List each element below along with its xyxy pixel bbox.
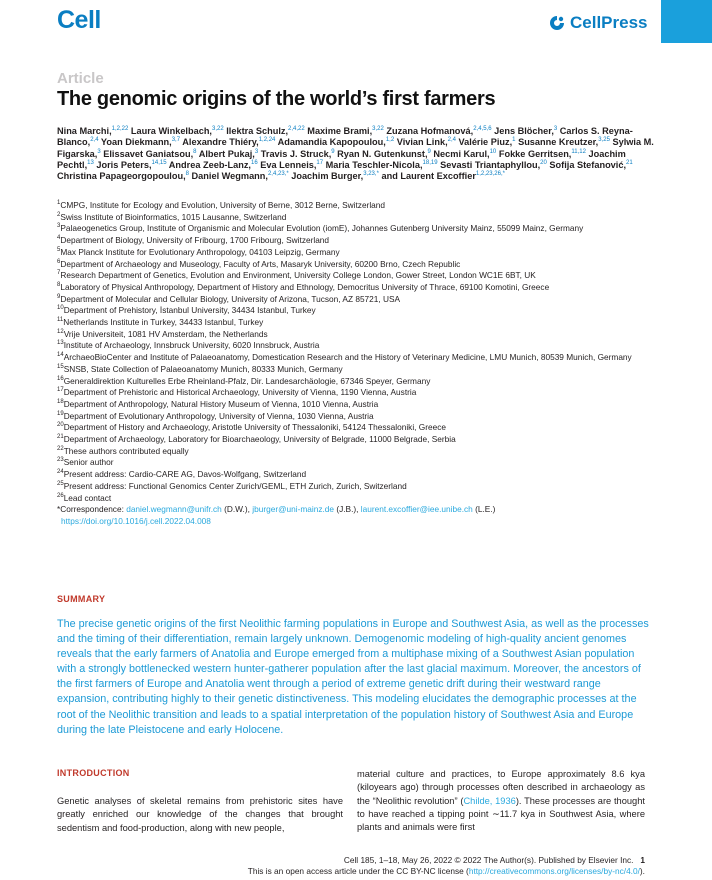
license-text: ).	[639, 866, 645, 876]
affiliation-number: 24	[57, 469, 64, 476]
affiliation-number: 10	[57, 305, 64, 312]
author-affiliation-marks: 10	[489, 148, 497, 155]
author: Vivian Link,	[396, 137, 448, 148]
author: Susanne Kreutzer,	[518, 137, 599, 148]
author-affiliation-marks: 11,12	[571, 148, 586, 155]
affiliation-text: Department of History and Archaeology, Aristotle University of Thessaloniki, 54124 Thessaloniki, Greece	[63, 422, 446, 433]
affiliation	[57, 493, 657, 505]
affiliation-text: Lead contact	[63, 492, 112, 503]
author: Laura Winkelbach,	[130, 126, 212, 136]
journal-logo: Cell	[57, 6, 101, 34]
author-affiliation-marks: 2,4,5,6	[473, 125, 492, 132]
introduction-right-column	[357, 768, 645, 834]
affiliation	[57, 317, 657, 329]
cellpress-logo-icon	[548, 14, 566, 32]
affiliation-text: Swiss Institute of Bioinformatics, 1015 Lausanne, Switzerland	[60, 211, 287, 222]
author: Eva Lenneis,	[260, 159, 317, 170]
affiliation	[57, 469, 657, 481]
citation-link[interactable]: Childe, 1936	[463, 795, 516, 806]
affiliation	[57, 422, 657, 434]
affiliation	[57, 376, 657, 388]
author-affiliation-marks: 8	[193, 148, 197, 155]
affiliation-number: 8	[57, 282, 61, 289]
author: Maria Teschler-Nicola,	[325, 159, 423, 170]
author-affiliation-marks: 2,4,23,*	[267, 171, 289, 178]
author: Alexandre Thiéry,	[182, 137, 259, 148]
affiliation-number: 9	[57, 293, 61, 300]
affiliation-number: 7	[57, 270, 61, 277]
affiliation	[57, 247, 657, 259]
affiliation-number: 2	[57, 211, 61, 218]
author: Ilektra Schulz,	[226, 126, 289, 136]
affiliation-number: 11	[57, 317, 64, 324]
summary-text: The precise genetic origins of the first Neolithic farming populations in Europe and Southwest Asia, as well as the processes and the timing of their differentiation, remain largely unknown. Demogenomic modeling of high-quality ancient genomes reveals that the early farmers of Anatolia and Europe emerged from a multiphase mixing of a Southwest Asian population with a strongly bottlenecked western hunter-gatherer population after the last glacial maximum. Moreover, the ancestors of the first farmers of Europe and Anatolia went through a period of extreme genetic drift during their westward range expansion, contributing highly to their genetic distinctiveness. This modeling elucidates the demographic processes at the root of the Neolithic transition and leads to a spatial interpretation of the population history of Southwest Asia and Europe during the late Pleistocene and early Holocene.	[57, 618, 649, 736]
author: Adamandia Kapopoulou,	[277, 137, 386, 148]
author: Travis J. Struck,	[260, 148, 332, 159]
email-tag: (J.B.),	[336, 504, 359, 515]
doi-link[interactable]: https://doi.org/10.1016/j.cell.2022.04.008	[61, 515, 211, 526]
affiliation-list	[57, 200, 657, 528]
footer-citation	[300, 855, 645, 865]
correspondence-label: *Correspondence:	[57, 504, 124, 515]
affiliation-number: 13	[57, 340, 64, 347]
author-affiliation-marks: 2,4	[90, 137, 99, 144]
affiliation-text: Department of Archaeology and Museology, Faculty of Arts, Masaryk University, 60200 Brno, Czech Republic	[60, 258, 461, 269]
affiliation	[57, 411, 657, 423]
footer-license	[200, 866, 645, 876]
author: Maxime Brami,	[307, 126, 373, 136]
author-affiliation-marks: 14,15	[151, 159, 167, 166]
affiliation-text: Department of Archaeology, Laboratory for Bioarchaeology, University of Belgrade, 11000 Belgrade, Serbia	[63, 434, 456, 445]
affiliation-number: 26	[57, 492, 64, 499]
article-title: The genomic origins of the world’s first farmers	[57, 88, 496, 110]
email-link[interactable]: daniel.wegmann@unifr.ch	[126, 504, 222, 515]
author-affiliation-marks: 16	[250, 159, 258, 166]
affiliation	[57, 212, 657, 224]
affiliation	[57, 200, 657, 212]
author-affiliation-marks: 1,2	[385, 137, 395, 144]
affiliation-number: 14	[57, 352, 64, 359]
affiliation-text: CMPG, Institute for Ecology and Evolution, University of Berne, 3012 Berne, Switzerland	[60, 200, 386, 210]
affiliation-number: 1	[57, 200, 61, 207]
correspondence	[57, 504, 657, 516]
affiliation-text: SNSB, State Collection of Palaeoanatomy Munich, 80333 Munich, Germany	[63, 363, 343, 374]
intro-text: ). These processes are thought to have reached a tipping point ∼11.7 kya in Southwest Asia, where plants and animals were first	[357, 795, 645, 833]
affiliation	[57, 259, 657, 271]
author-affiliation-marks: 9	[331, 148, 335, 155]
affiliation-text: Department of Molecular and Cellular Biology, University of Arizona, Tucson, AZ 85721, USA	[60, 293, 401, 304]
affiliation-number: 5	[57, 247, 61, 254]
affiliation-number: 18	[57, 399, 64, 406]
email-tag: (L.E.)	[475, 504, 496, 515]
citation-text: Cell 185, 1–18, May 26, 2022 © 2022 The Author(s). Published by Elsevier Inc.	[343, 855, 634, 865]
affiliation	[57, 434, 657, 446]
author-affiliation-marks: 17	[316, 159, 324, 166]
affiliation-text: Max Planck Institute for Evolutionary Anthropology, 04103 Leipzig, Germany	[60, 246, 340, 257]
affiliation-text: Laboratory of Physical Anthropology, Department of History and Ethnology, Democritus University of Thrace, 69100 Komotini, Greece	[60, 281, 550, 292]
author: Ryan N. Gutenkunst,	[337, 148, 428, 159]
summary-heading: SUMMARY	[57, 594, 106, 604]
affiliation-text: Vrije Universiteit, 1081 HV Amsterdam, the Netherlands	[63, 328, 268, 339]
author: Nina Marchi,	[57, 126, 112, 136]
affiliation	[57, 329, 657, 341]
author: Joachim Pechtl,	[57, 148, 626, 170]
affiliation	[57, 305, 657, 317]
affiliation	[57, 282, 657, 294]
affiliation	[57, 223, 657, 235]
affiliation	[57, 457, 657, 469]
affiliation	[57, 294, 657, 306]
affiliation	[57, 446, 657, 458]
affiliation	[57, 340, 657, 352]
author-affiliation-marks: 3,25	[598, 137, 610, 144]
affiliation-text: Department of Prehistoric and Historical Archaeology, University of Vienna, 1190 Vienna, Austria	[63, 387, 417, 398]
affiliation-number: 20	[57, 422, 64, 429]
affiliation	[57, 399, 657, 411]
affiliation-text: Generaldirektion Kulturelles Erbe Rheinland-Pfalz, Dir. Landesarchäologie, 67346 Speyer, Germany	[63, 375, 431, 386]
author: Sylwia M. Figarska,	[57, 137, 654, 159]
author: Carlos S. Reyna-Blanco,	[57, 126, 633, 148]
affiliation	[57, 364, 657, 376]
intro-text: material culture and practices, to Europe approximately 8.6 kya (kiloyears ago) through processes often described in archaeology as the “Neolithic revolution” (	[357, 769, 645, 806]
license-text: This is an open access article under the CC BY-NC license (	[247, 866, 469, 876]
affiliation-text: Present address: Cardio-CARE AG, Davos-Wolfgang, Switzerland	[63, 469, 307, 480]
author-affiliation-marks: 3,22	[212, 125, 224, 132]
author-affiliation-marks: 9	[427, 148, 431, 155]
author: Yoan Diekmann,	[100, 137, 172, 148]
author: and Laurent Excoffier	[381, 171, 476, 182]
affiliation-text: Department of Evolutionary Anthropology, University of Vienna, 1030 Vienna, Austria	[63, 410, 374, 421]
license-link[interactable]: http://creativecommons.org/licenses/by-nc/4.0/	[468, 866, 640, 876]
author-affiliation-marks: 1,2,23,26,*	[475, 171, 505, 178]
affiliation-text: Department of Anthropology, Natural History Museum of Vienna, 1010 Vienna, Austria	[63, 398, 379, 409]
email-tag: (D.W.),	[224, 504, 250, 515]
author-affiliation-marks: 3,22	[372, 125, 384, 132]
author-affiliation-marks: 2,4	[447, 137, 456, 144]
author: Jens Blöcher,	[494, 126, 554, 136]
author: Christina Papageorgopoulou,	[57, 171, 186, 182]
author-affiliation-marks: 8	[185, 171, 189, 178]
affiliation-number: 12	[57, 328, 64, 335]
affiliation-number: 19	[57, 410, 64, 417]
affiliation	[57, 387, 657, 399]
author-affiliation-marks: 3	[97, 148, 101, 155]
affiliation-number: 21	[57, 434, 64, 441]
author-affiliation-marks: 21	[626, 159, 633, 166]
affiliation-text: Present address: Functional Genomics Center Zurich/GEML, ETH Zurich, Zurich, Switzerland	[63, 480, 407, 491]
affiliation-number: 17	[57, 387, 64, 394]
author-affiliation-marks: 13	[87, 159, 94, 166]
publisher-logo	[548, 13, 648, 33]
affiliation-number: 3	[57, 223, 61, 230]
author-affiliation-marks: 3,23,*	[363, 171, 379, 178]
email-link[interactable]: laurent.excoffier@iee.unibe.ch	[360, 504, 473, 515]
author: Elissavet Ganiatsou,	[103, 148, 194, 159]
author-affiliation-marks: 18,19	[422, 159, 438, 166]
affiliation-text: Department of Biology, University of Fribourg, 1700 Fribourg, Switzerland	[60, 235, 330, 246]
affiliation-number: 22	[57, 446, 64, 452]
author-affiliation-marks: 1,2,24	[258, 137, 276, 144]
author: Sofija Stefanović,	[549, 159, 627, 170]
affiliation-text: Research Department of Genetics, Evolution and Environment, University College London, Gower Street, London WC1E 6BT, UK	[60, 270, 536, 281]
author: Valérie Piuz,	[458, 137, 513, 148]
affiliation-number: 16	[57, 375, 64, 382]
author: Andrea Zeeb-Lanz,	[168, 159, 251, 170]
affiliation-number: 23	[57, 457, 64, 464]
author-affiliation-marks: 2,4,22	[288, 125, 305, 132]
affiliation-number: 25	[57, 481, 64, 488]
email-link[interactable]: jburger@uni-mainz.de	[252, 504, 334, 515]
author: Necmi Karul,	[433, 148, 490, 159]
affiliation-text: Institute of Archaeology, Innsbruck University, 6020 Innsbruck, Austria	[63, 340, 320, 351]
author-list	[57, 126, 657, 182]
page-number: 1	[640, 855, 645, 865]
author: Albert Pukaj,	[198, 148, 255, 159]
affiliation-number: 15	[57, 364, 64, 371]
introduction-heading: INTRODUCTION	[57, 768, 130, 778]
affiliation	[57, 352, 657, 364]
author-affiliation-marks: 3,7	[171, 137, 181, 144]
affiliation-text: Senior author	[63, 457, 114, 468]
author: Zuzana Hofmanová,	[386, 126, 474, 136]
affiliation-number: 4	[57, 235, 61, 242]
affiliation-text: Palaeogenetics Group, Institute of Organismic and Molecular Evolution (iomE), Johannes Gutenberg University Mainz, 55099 Mainz, Germany	[60, 223, 584, 234]
affiliation	[57, 235, 657, 247]
author-affiliation-marks: 3	[254, 148, 259, 155]
affiliation-text: Netherlands Institute in Turkey, 34433 Istanbul, Turkey	[63, 317, 264, 328]
author: Joris Peters,	[96, 159, 152, 170]
author-affiliation-marks: 20	[540, 159, 547, 166]
affiliation	[57, 481, 657, 493]
author-affiliation-marks: 1	[512, 137, 516, 144]
author: Joachim Burger,	[291, 171, 364, 182]
affiliation-text: ArchaeoBioCenter and Institute of Palaeoanatomy, Domestication Research and the History of Veterinary Medicine, LMU Munich, 80539 Munich, Germany	[63, 352, 632, 363]
affiliation-text: Department of Prehistory, İstanbul University, 34434 Istanbul, Turkey	[63, 305, 316, 316]
journal-color-tab	[661, 0, 712, 43]
author-affiliation-marks: 3	[553, 125, 558, 132]
affiliation-text: These authors contributed equally	[63, 445, 189, 456]
author-affiliation-marks: 1,2,22	[111, 125, 129, 132]
affiliation-number: 6	[57, 258, 61, 265]
author: Fokke Gerritsen,	[498, 148, 572, 159]
affiliation	[57, 270, 657, 282]
author: Sevasti Triantaphyllou,	[440, 159, 541, 170]
article-type: Article	[57, 70, 104, 87]
publisher-name: CellPress	[570, 13, 648, 32]
author: Daniel Wegmann,	[191, 171, 268, 182]
introduction-left-column: Genetic analyses of skeletal remains from prehistoric sites have greatly enriched our knowledge of the changes that brought sedentism and food-production, along with new people,	[57, 796, 343, 833]
